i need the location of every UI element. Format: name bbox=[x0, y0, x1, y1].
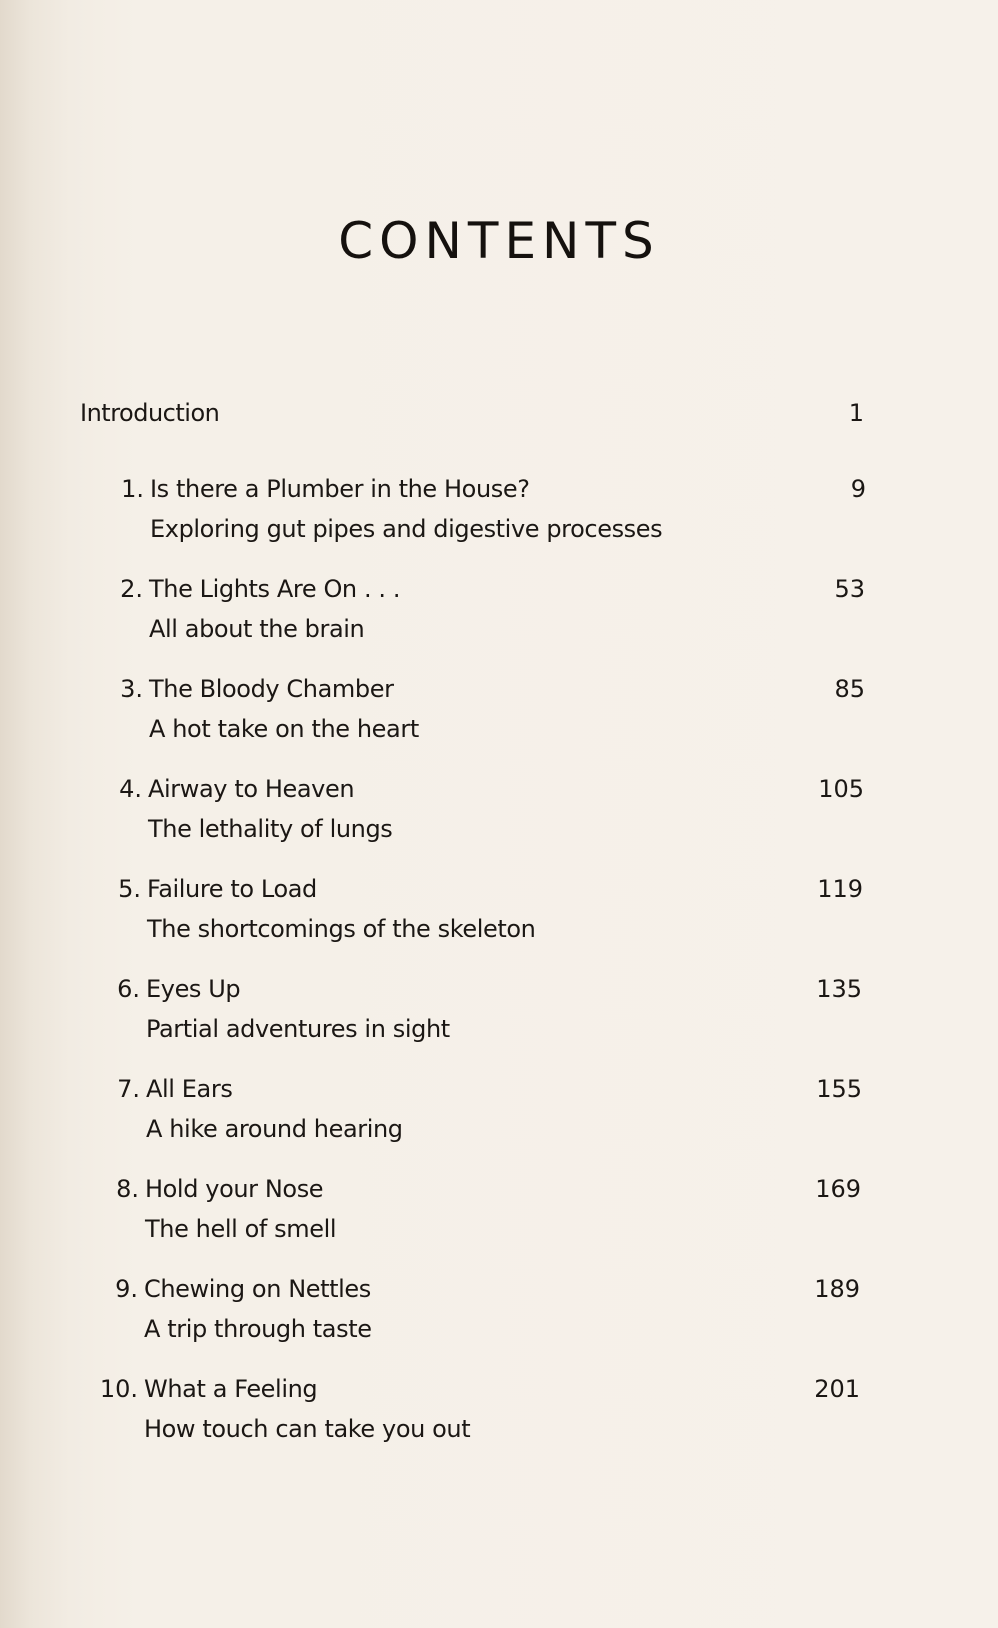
chapter-number: 10. bbox=[99, 1375, 138, 1403]
toc-entry-chapter-3 bbox=[0, 675, 998, 775]
chapter-number: 1. bbox=[121, 475, 144, 503]
introduction-page-number: 1 bbox=[848, 399, 864, 427]
toc-entry-chapter-6 bbox=[0, 975, 998, 1075]
toc-entry-chapter-5 bbox=[0, 875, 998, 975]
chapter-subtitle: Partial adventures in sight bbox=[146, 1015, 450, 1043]
chapter-page-number: 155 bbox=[816, 1075, 862, 1103]
chapter-title: What a Feeling bbox=[144, 1375, 318, 1403]
chapter-number: 5. bbox=[118, 875, 141, 903]
chapter-title: The Bloody Chamber bbox=[149, 675, 394, 703]
chapter-page-number: 169 bbox=[815, 1175, 861, 1203]
chapter-number: 4. bbox=[119, 775, 142, 803]
toc-entry-chapter-7 bbox=[0, 1075, 998, 1175]
toc-entry-chapter-10 bbox=[0, 1375, 998, 1475]
chapter-list bbox=[0, 475, 998, 1475]
chapter-title: All Ears bbox=[146, 1075, 233, 1103]
chapter-title: Chewing on Nettles bbox=[144, 1275, 371, 1303]
chapter-page-number: 85 bbox=[834, 675, 865, 703]
chapter-title: Hold your Nose bbox=[145, 1175, 324, 1203]
chapter-subtitle: The hell of smell bbox=[145, 1215, 337, 1243]
toc-entry-chapter-8 bbox=[0, 1175, 998, 1275]
chapter-title: The Lights Are On . . . bbox=[149, 575, 401, 603]
chapter-page-number: 53 bbox=[834, 575, 865, 603]
chapter-title: Airway to Heaven bbox=[148, 775, 355, 803]
introduction-label: Introduction bbox=[80, 399, 220, 427]
chapter-number: 3. bbox=[120, 675, 143, 703]
chapter-page-number: 105 bbox=[818, 775, 864, 803]
toc-entry-introduction bbox=[80, 399, 864, 433]
chapter-subtitle: Exploring gut pipes and digestive processes bbox=[150, 515, 663, 543]
chapter-subtitle: The lethality of lungs bbox=[148, 815, 393, 843]
chapter-title: Failure to Load bbox=[147, 875, 317, 903]
chapter-subtitle: All about the brain bbox=[149, 615, 365, 643]
chapter-title: Eyes Up bbox=[146, 975, 241, 1003]
chapter-page-number: 135 bbox=[816, 975, 862, 1003]
chapter-title: Is there a Plumber in the House? bbox=[150, 475, 530, 503]
chapter-page-number: 119 bbox=[817, 875, 863, 903]
chapter-page-number: 201 bbox=[814, 1375, 860, 1403]
chapter-subtitle: A hot take on the heart bbox=[149, 715, 419, 743]
chapter-number: 9. bbox=[115, 1275, 138, 1303]
chapter-number: 6. bbox=[117, 975, 140, 1003]
chapter-page-number: 189 bbox=[814, 1275, 860, 1303]
toc-entry-chapter-1 bbox=[0, 475, 998, 575]
toc-entry-chapter-4 bbox=[0, 775, 998, 875]
toc-entry-chapter-2 bbox=[0, 575, 998, 675]
page-title: CONTENTS bbox=[338, 212, 660, 270]
chapter-subtitle: How touch can take you out bbox=[144, 1415, 471, 1443]
chapter-number: 2. bbox=[120, 575, 143, 603]
chapter-number: 8. bbox=[116, 1175, 139, 1203]
chapter-number: 7. bbox=[117, 1075, 140, 1103]
chapter-page-number: 9 bbox=[850, 475, 866, 503]
chapter-subtitle: A hike around hearing bbox=[146, 1115, 403, 1143]
toc-entry-chapter-9 bbox=[0, 1275, 998, 1375]
chapter-subtitle: A trip through taste bbox=[144, 1315, 372, 1343]
chapter-subtitle: The shortcomings of the skeleton bbox=[147, 915, 536, 943]
